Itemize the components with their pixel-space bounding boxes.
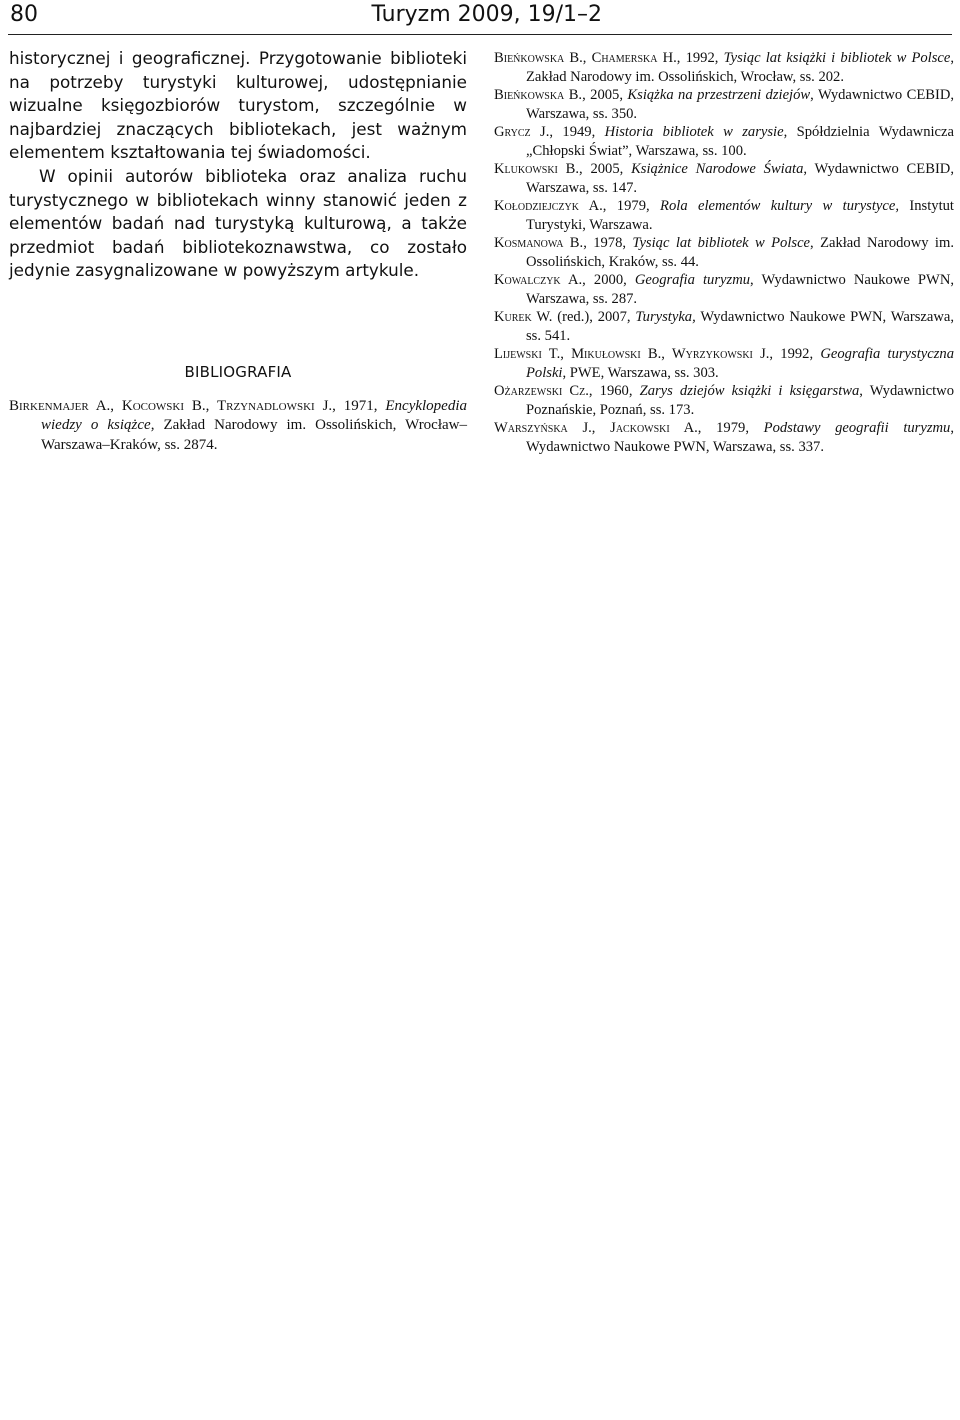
bibliography-entry (494, 308, 954, 345)
ref-authors: Bieńkowska B., Chamerska H. (494, 50, 677, 66)
ref-title: Tysiąc lat książki i bibliotek w Polsce (723, 50, 951, 66)
ref-year: , 1979, (602, 198, 661, 214)
bibliography-entry (494, 345, 954, 382)
ref-title: Historia bibliotek w zarysie (604, 124, 784, 140)
ref-year: , 1960, (588, 383, 640, 399)
ref-publisher: Zakład Narodowy im. Ossolińskich, Wrocław–Warszawa–Kraków, ss. 2874. (41, 417, 467, 453)
bibliography-heading: BIBLIOGRAFIA (184, 362, 292, 381)
right-column (494, 49, 954, 456)
ref-authors: Kurek W. (494, 309, 553, 325)
ref-publisher: , Wydawnictwo Naukowe PWN, Warszawa, ss. 337. (526, 420, 954, 455)
ref-publisher: , Wydawnictwo CEBID, Warszawa, ss. 350. (526, 87, 955, 122)
page-header (0, 0, 960, 40)
ref-year: , 1992, (769, 346, 821, 362)
ref-authors: Grycz J. (494, 124, 550, 140)
body-paragraph-2: W opinii autorów biblioteka oraz analiza ruchu turystycznego w bibliotekach winny stanowić jeden z elementów badań nad turystyką kulturową, a także przedmiot badań bibliotekoznawstwa, co zostało jedynie zasygnalizowane w powyższym artykule. (9, 165, 467, 281)
bibliography-entry (494, 123, 954, 160)
ref-title: Turystyka, (635, 309, 696, 325)
bibliography-entry (494, 160, 954, 197)
ref-year: , 2005, (579, 161, 632, 177)
ref-year: , 1978, (583, 235, 633, 251)
ref-year: , 1979, (697, 420, 764, 436)
ref-publisher: Wydawnictwo Naukowe PWN, Warszawa, ss. 541. (526, 309, 954, 344)
bibliography-entry (9, 397, 467, 455)
ref-authors: Ożarzewski Cz. (494, 383, 589, 399)
ref-publisher: , Spółdzielnia Wydawnicza „Chłopski Świat”, Warszawa, ss. 100. (526, 124, 954, 159)
ref-publisher: Instytut Turystyki, Warszawa. (526, 198, 954, 233)
bibliography-entry (494, 234, 954, 271)
ref-year: , 1971, (332, 397, 386, 414)
bibliography-entry (494, 86, 954, 123)
ref-year: , 1992, (676, 50, 724, 66)
ref-authors: Birkenmajer A., Kocowski B., Trzynadlowski J. (9, 397, 333, 414)
ref-title: Książka na przestrzeni dziejów (627, 87, 811, 103)
bibliography-entry (494, 382, 954, 419)
ref-year: (red.), 2007, (552, 309, 636, 325)
ref-year: , 2000, (582, 272, 635, 288)
ref-year: , 1949, (549, 124, 605, 140)
ref-authors: Bieńkowska B. (494, 87, 583, 103)
ref-title: Tysiąc lat bibliotek w Polsce (632, 235, 811, 251)
ref-year: , 2005, (582, 87, 628, 103)
ref-title: Geografia turyzmu (634, 272, 751, 288)
ref-title: Rola elementów kultury w turystyce, (660, 198, 899, 214)
page-number: 80 (10, 2, 38, 27)
ref-authors: Warszyńska J., Jackowski A. (494, 420, 698, 436)
ref-authors: Kowalczyk A. (494, 272, 583, 288)
bibliography-entry (494, 49, 954, 86)
ref-title: Encyklopedia wiedzy o książce, (41, 397, 468, 434)
bibliography-entry (494, 271, 954, 308)
ref-authors: Klukowski B. (494, 161, 580, 177)
running-head: Turyzm 2009, 19/1–2 (371, 2, 602, 27)
header-rule (8, 34, 952, 35)
ref-publisher: , Wydawnictwo CEBID, Warszawa, ss. 147. (526, 161, 954, 196)
ref-authors: Kołodziejczyk A. (494, 198, 603, 214)
ref-authors: Lijewski T., Mikułowski B., Wyrzykowski J. (494, 346, 770, 362)
ref-publisher: , Wydawnictwo Naukowe PWN, Warszawa, ss. 287. (526, 272, 955, 307)
ref-title: Podstawy geografii turyzmu (763, 420, 951, 436)
bibliography-list-right (494, 49, 954, 456)
ref-publisher: , Zakład Narodowy im. Ossolińskich, Kraków, ss. 44. (526, 235, 954, 270)
bibliography-entry (494, 419, 954, 456)
ref-authors: Kosmanowa B. (494, 235, 584, 251)
ref-title: Geografia turystyczna Polski (526, 346, 954, 381)
bibliography-list-left (9, 397, 467, 455)
ref-publisher: , Wydawnictwo Poznańskie, Poznań, ss. 173. (526, 383, 955, 418)
ref-title: Zarys dziejów książki i księgarstwa (639, 383, 860, 399)
ref-publisher: , PWE, Warszawa, ss. 303. (562, 364, 719, 381)
left-column (9, 47, 467, 455)
ref-publisher: , Zakład Narodowy im. Ossolińskich, Wrocław, ss. 202. (526, 50, 955, 85)
bibliography-entry (494, 197, 954, 234)
body-paragraph-1: historycznej i geograficznej. Przygotowanie biblioteki na potrzeby turystyki kulturowej, udostępnianie wizualne księgozbiorów turystom, szczególnie w najbardziej znaczących bibliotekach, jest ważnym elementem kształtowania tej świadomości. (9, 48, 467, 163)
ref-title: Książnice Narodowe Świata (631, 161, 804, 177)
